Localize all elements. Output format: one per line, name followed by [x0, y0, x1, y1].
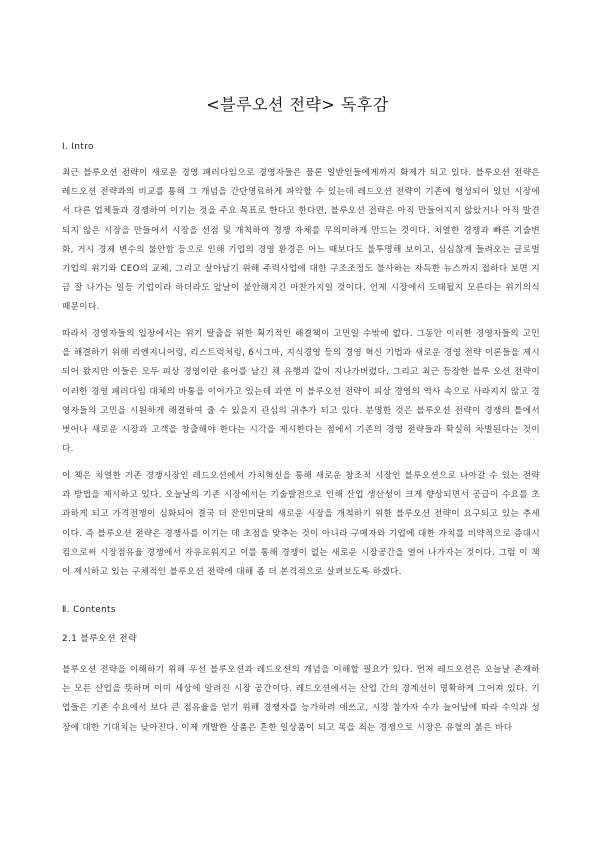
- section-heading-contents: Ⅱ. Contents: [62, 605, 116, 615]
- paragraph-4: 블루오션 전략을 이해하기 위해 우선 블루오션과 레드오션의 개념을 이해할 필요가 있다. 먼저 레드오션은 오늘날 존재하는 모든 산업을 뜻하며 이미 세상에 알려진 시장 공간이다. 레드오션에서는 산업 간의 경계선이 명확하게 그어져 있다. 기업들은 기존 수요에서 보다 큰 점유율을 얻기 위해 경쟁자를 능가하려 애쓰고, 시장 참가자 수가 늘어남에 따라 수익과 성장에 대한 기대치는 낮아진다. 이제 개발한 상품은 흔한 일상품이 되고 목을 죄는 경쟁으로 시장은 유혈의 붉은 바다: [62, 665, 540, 733]
- paragraph-3: 이 책은 치열한 기존 경쟁시장인 레드오션에서 가치혁신을 통해 새로운 창조적 시장인 블루오션으로 나아갈 수 있는 전략과 방법을 제시하고 있다. 오늘날의 기존 시장에서는 기술발전으로 인해 산업 생산성이 크게 향상되면서 공급이 수요를 초과하게 되고 가격전쟁이 심화되어 결국 더 잔인미달의 새로운 시장을 개척하기 위한 블루오션 전략이 요구되고 있는 추세이다. 즉 블루오션 전략은 경쟁사를 이기는 데 초점을 맞추는 것이 아니라 구매자와 기업에 대한 가치를 비약적으로 증대시킴으로써 시장점유율 경쟁에서 자유로워지고 이를 통해 경쟁이 없는 새로운 시장공간을 열어 나가자는 것이다. 그럼 이 책이 제시하고 있는 구체적인 블루오션 전략에 대해 좀 더 본격적으로 살펴보도록 하겠다.: [62, 471, 540, 578]
- paragraph-2: 따라서 경영자들의 입장에서는 위기 탈출을 위한 획기적인 해결책이 고민일 수밖에 없다. 그동안 이러한 경영자들의 고민을 해결하기 위해 리엔지니어링, 리스트럭처링, 6시그마, 지식경영 등의 경영 혁신 기법과 새로운 경영 전략 이론들을 제시되어 왔지만 이들은 모두 피상 경영이란 용어를 남긴 채 유행과 같이 지나가버렸다. 그리고 최근 등장한 블루 오션 전략이 이러한 경영 패러다임 대체의 바통을 이어가고 있는데 과연 이 블루오션 전략이 피상 경영의 역사 속으로 사라지지 않고 경영자들의 고민을 시원하게 해결하여 줄 수 있을지 관심의 귀추가 되고 있다. 분명한 것은 블루오션 전략이 경쟁의 틀에서 벗어나 새로운 시장과 고객을 창출해야 한다는 시각을 제시한다는 점에서 기존의 경영 전략들과 확실히 차별된다는 것이다.: [62, 329, 540, 455]
- document-title: <블루오션 전략> 독후감: [206, 95, 389, 114]
- paragraph-1: 최근 블루오션 전략이 새로운 경영 패러다임으로 경영자들은 물론 일반인들에게까지 화제가 되고 있다. 블루오션 전략은 레드오션 전략과의 비교를 통해 그 개념을 간단명료하게 파악할 수 있는데 레드오션 전략이 기존에 형성되어 있던 시장에서 다른 업체들과 경쟁하여 이기는 것을 주요 목표로 한다고 한다면, 블루오션 전략은 아직 만들어지지 않았거나 아직 발견되지 않은 시장을 만들어서 시장을 선점 및 개척하여 경쟁 자체를 무의미하게 만드는 것이다. 치열한 경쟁과 빠른 기술변화, 거시 경제 변수의 불안함 등으로 인해 기업의 경영 환경은 어느 때보다도 불투명해 보이고, 심심찮게 들려오는 글로벌 기업의 위기와 CEO의 교체, 그리고 살아남기 위해 주력사업에 대한 구조조정도 불사하는 자득한 뉴스까지 접하다 보면 지금 잘 나가는 일등 기업이라 하더라도 앞날이 불안해지긴 마찬가지일 것이다. 언제 시장에서 도태될지 모른다는 위기의식 때문이다.: [62, 168, 540, 313]
- subsection-heading-blue-ocean: 2.1 블루오션 전략: [62, 634, 137, 644]
- section-heading-intro: Ⅰ. Intro: [62, 142, 94, 152]
